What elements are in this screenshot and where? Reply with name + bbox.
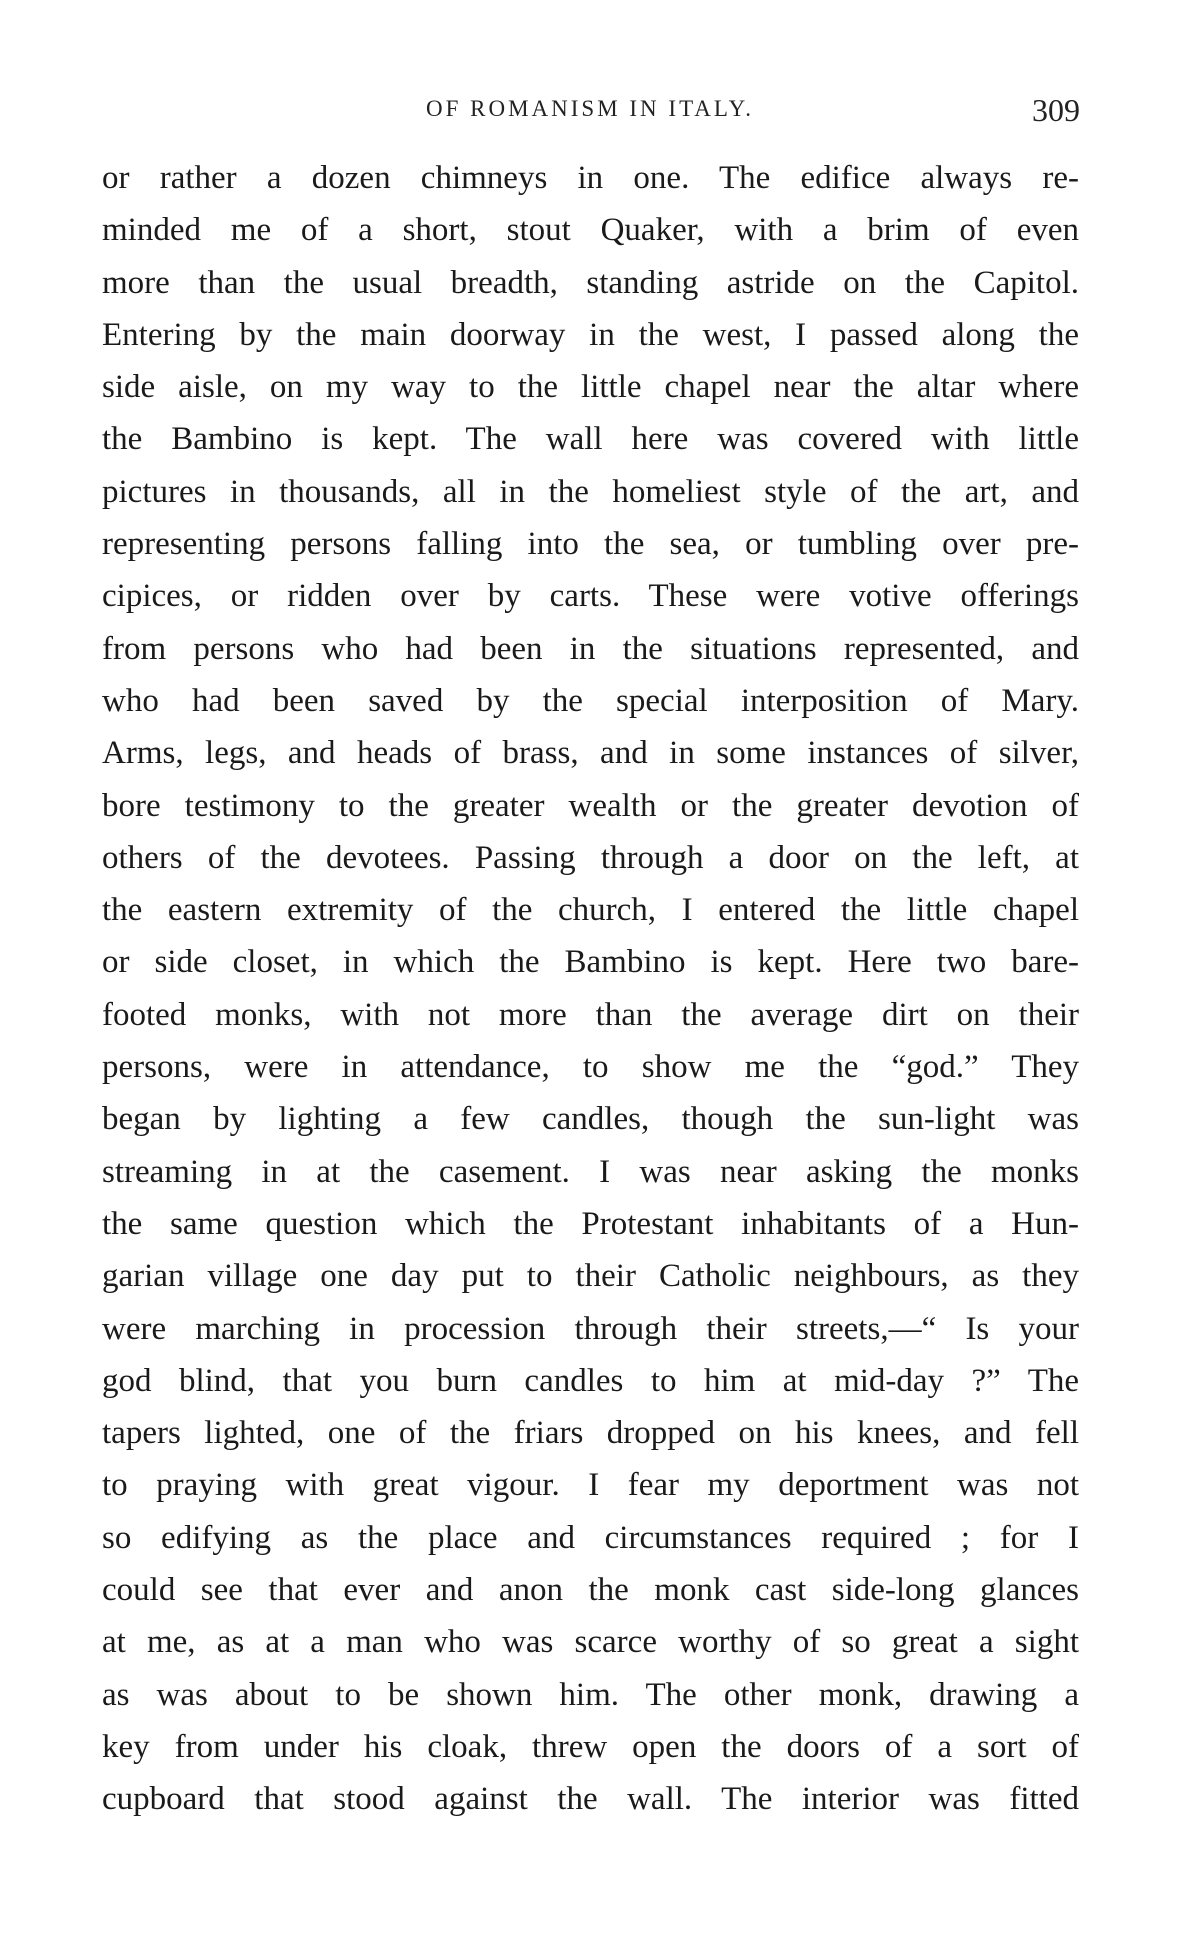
text-line: the eastern extremity of the church, I entered the little chapel: [102, 892, 1079, 929]
running-head: [100, 92, 1080, 136]
text-line: could see that ever and anon the monk cast side-long glances: [102, 1572, 1079, 1609]
text-line: who had been saved by the special interposition of Mary.: [102, 682, 1079, 719]
text-line: representing persons falling into the sea, or tumbling over pre-: [102, 526, 1079, 563]
page-number: 309: [1032, 92, 1080, 128]
text-line: were marching in procession through their streets,—“ Is your: [102, 1310, 1079, 1347]
text-line: from persons who had been in the situations represented, and: [102, 630, 1079, 667]
text-line: streaming in at the casement. I was near asking the monks: [102, 1153, 1079, 1190]
running-title: OF ROMANISM IN ITALY.: [425, 96, 755, 121]
text-line: or rather a dozen chimneys in one. The edifice always re-: [102, 160, 1079, 196]
text-line: garian village one day put to their Catholic neighbours, as they: [102, 1258, 1079, 1295]
text-line: Arms, legs, and heads of brass, and in some instances of silver,: [102, 735, 1079, 772]
text-line: side aisle, on my way to the little chapel near the altar where: [102, 369, 1079, 406]
text-line: tapers lighted, one of the friars dropped on his knees, and fell: [102, 1415, 1079, 1452]
text-line: Entering by the main doorway in the west, I passed along the: [102, 316, 1079, 353]
text-line: began by lighting a few candles, though the sun-light was: [102, 1101, 1079, 1138]
text-line: bore testimony to the greater wealth or the greater devotion of: [102, 787, 1079, 824]
text-line: key from under his cloak, threw open the doors of a sort of: [102, 1728, 1079, 1765]
text-line: more than the usual breadth, standing astride on the Capitol.: [102, 264, 1079, 301]
text-line: the same question which the Protestant inhabitants of a Hun-: [102, 1205, 1079, 1242]
text-line: persons, were in attendance, to show me the “god.” They: [102, 1049, 1079, 1086]
text-line: as was about to be shown him. The other monk, drawing a: [102, 1676, 1079, 1713]
text-line: cipices, or ridden over by carts. These were votive offerings: [102, 578, 1079, 615]
text-line: at me, as at a man who was scarce worthy of so great a sight: [102, 1624, 1079, 1661]
text-line: or side closet, in which the Bambino is kept. Here two bare-: [102, 944, 1079, 981]
text-line: pictures in thousands, all in the homeliest style of the art, and: [102, 473, 1079, 510]
text-line: others of the devotees. Passing through a door on the left, at: [102, 839, 1079, 876]
body-text: [102, 152, 1079, 1826]
text-line: so edifying as the place and circumstances required ; for I: [102, 1519, 1079, 1556]
text-line: the Bambino is kept. The wall here was covered with little: [102, 421, 1079, 458]
text-line: god blind, that you burn candles to him at mid-day ?” The: [102, 1362, 1079, 1399]
text-line: minded me of a short, stout Quaker, with a brim of even: [102, 212, 1079, 249]
text-line: to praying with great vigour. I fear my deportment was not: [102, 1467, 1079, 1504]
text-line: footed monks, with not more than the average dirt on their: [102, 996, 1079, 1033]
text-line: cupboard that stood against the wall. The interior was fitted: [102, 1781, 1079, 1818]
